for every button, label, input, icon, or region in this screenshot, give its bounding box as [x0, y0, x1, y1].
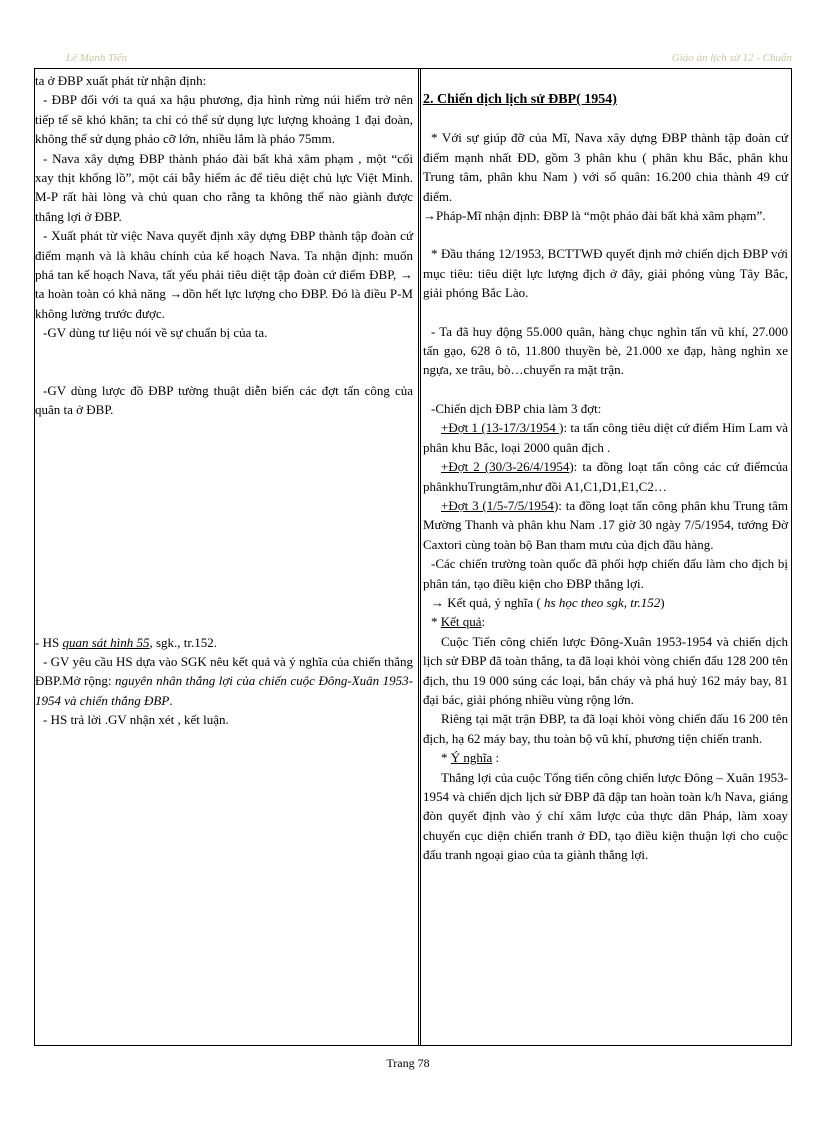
text-paragraph: - GV yêu cầu HS dựa vào SGK nêu kết quả và ý nghĩa của chiến thắng ĐBP.Mở rộng: nguyên nhân thắng lợi của chiến cuộc Đông-Xuân 1953-1954 và chiến thắng ĐBP.	[35, 653, 413, 708]
text-paragraph: -Chiến dịch ĐBP chia làm 3 đợt:	[431, 400, 602, 416]
text-paragraph: - Nava xây dựng ĐBP thành pháo đài bất khả xâm phạm , một “cối xay thịt khổng lồ”, một cái bẫy hiểm ác để tiêu diệt chủ lực Việt Minh. M-P rất hài lòng và chủ quan cho rằng ta không thể nào giành được thắng lợi ở ĐBP.	[35, 150, 413, 224]
phase-item: +Đợt 3 (1/5-7/5/1954): ta đồng loạt tấn công phân khu Trung tâm Mường Thanh và phân khu Nam .17 giờ 30 ngày 7/5/1954, tướng Đờ Caxtori cùng toàn bộ Ban tham mưu của địch đầu hàng.	[423, 497, 789, 552]
text-paragraph: Riêng tại mặt trận ĐBP, ta đã loại khỏi vòng chiến đấu 16 200 tên địch, hạ 62 máy bay, thu toàn bộ vũ khí, phương tiện chiến tranh.	[423, 711, 788, 746]
text-paragraph: → Kết quả, ý nghĩa ( hs học theo sgk, tr.152)	[431, 594, 665, 610]
text-paragraph: →Pháp-Mĩ nhận định: ĐBP là “một pháo đài bất khả xâm phạm”.	[423, 208, 766, 224]
page-footer	[0, 1056, 816, 1071]
subheading-result: * Kết quả:	[431, 614, 486, 630]
text-paragraph: Cuộc Tiến công chiến lược Đông-Xuân 1953-1954 và chiến dịch lịch sử ĐBP đã toàn thắng, ta đã loại khỏi vòng chiến đấu 128 200 tên địch, thu 19 000 súng các loại, bắn cháy và phá huỷ 162 máy bay, 81 đại bác, giải phóng nhiều vùng rộng lớn.	[423, 633, 788, 707]
header-author: Lê Mạnh Tiến	[66, 52, 128, 64]
lesson-table	[34, 68, 792, 1046]
activity-column	[35, 71, 413, 730]
text-paragraph: - Ta đã huy động 55.000 quân, hàng chục nghìn tấn vũ khí, 27.000 tấn gạo, 628 ô tô, 11.800 thuyền bè, 21.000 xe đạp, hàng nghìn xe ngựa, xe trâu, bò…chuyển ra mặt trận.	[423, 323, 788, 378]
text-paragraph: - ĐBP đối với ta quá xa hậu phương, địa hình rừng núi hiểm trở nên tiếp tế sẽ khó khăn; ta chỉ có thể sử dụng lực lượng khoảng 1 đại đoàn, không thể sử dụng pháo cỡ lớn, nhiều lắm là pháo 75mm.	[35, 92, 413, 147]
subheading-meaning: * Ý nghĩa :	[441, 750, 500, 766]
text-paragraph: - Xuất phát từ việc Nava quyết định xây dựng ĐBP thành tập đoàn cứ điểm mạnh và là khâu chính của kế hoạch Nava. Ta nhận định: muốn phá tan kế hoạch Nava, tất yếu phải tiêu diệt tập đoàn cứ điểm ĐBP, → ta hoàn toàn có khả năng →dồn hết lực lượng cho ĐBP. Đó là điều P-M không lường trước được.	[35, 228, 413, 321]
section-title: 2. Chiến dịch lịch sử ĐBP( 1954)	[423, 92, 617, 107]
text-paragraph: -Các chiến trường toàn quốc đã phối hợp chiến đấu làm cho địch bị phân tán, tạo điều kiện cho ĐBP thắng lợi.	[423, 556, 788, 591]
page-header	[36, 52, 792, 66]
page-number: 78	[417, 1056, 430, 1070]
page-label: Trang	[386, 1056, 415, 1070]
text-paragraph: -GV dùng lược đồ ĐBP tường thuật diễn biến các đợt tấn công của quân ta ở ĐBP.	[35, 382, 413, 418]
phase-item: +Đợt 1 (13-17/3/1954 ): ta tấn công tiêu diệt cứ điểm Him Lam và phân khu Bắc, loại 2000 quân địch .	[423, 420, 788, 455]
text-paragraph: * Đầu tháng 12/1953, BCTTWĐ quyết định mở chiến dịch ĐBP với mục tiêu: tiêu diệt lực lượng địch ở đây, giải phóng vùng Tây Bắc, giải phóng Bắc Lào.	[423, 246, 788, 301]
header-title: Giáo án lịch sử 12 - Chuẩn	[671, 52, 792, 64]
content-column	[423, 71, 788, 865]
text-paragraph: -GV dùng tư liệu nói về sự chuẩn bị của ta.	[43, 325, 268, 341]
text-paragraph: Thắng lợi của cuộc Tổng tiến công chiến lược Đông – Xuân 1953-1954 và chiến dịch lịch sử ĐBP đã đập tan hoàn toàn k/h Nava, giáng đòn quyết định vào ý chí xâm lược của thực dân Pháp, làm xoay chuyển cục diện chiến tranh ở ĐD, tạo điều kiện thuận lợi cho cuộc đấu tranh ngoại giao của ta giành thắng lợi.	[423, 769, 788, 863]
text-paragraph: - HS trả lời .GV nhận xét , kết luận.	[43, 712, 229, 728]
extension-topic: nguyên nhân thắng lợi của chiến cuộc Đông-Xuân 1953-1954 và chiến thắng ĐBP	[35, 673, 413, 708]
text-paragraph: * Với sự giúp đỡ của Mĩ, Nava xây dựng ĐBP thành tập đoàn cứ điểm mạnh nhất ĐD, gồm 3 phân khu ( phân khu Bắc, phân khu Trung tâm, phân khu Nam ) với số quân: 16.200 chia thành 49 cứ điểm.	[423, 130, 788, 204]
text-paragraph: - HS quan sát hình 55, sgk., tr.152.	[35, 634, 218, 650]
text-paragraph: ta ở ĐBP xuất phát từ nhận định:	[35, 73, 207, 88]
column-divider	[418, 69, 421, 1045]
phase-item: +Đợt 2 (30/3-26/4/1954): ta đồng loạt tấn công các cứ điểmcủa phânkhuTrungtâm,như đồi A1,C1,D1,E1,C2…	[423, 459, 788, 494]
figure-reference: quan sát hình 55	[62, 634, 150, 650]
